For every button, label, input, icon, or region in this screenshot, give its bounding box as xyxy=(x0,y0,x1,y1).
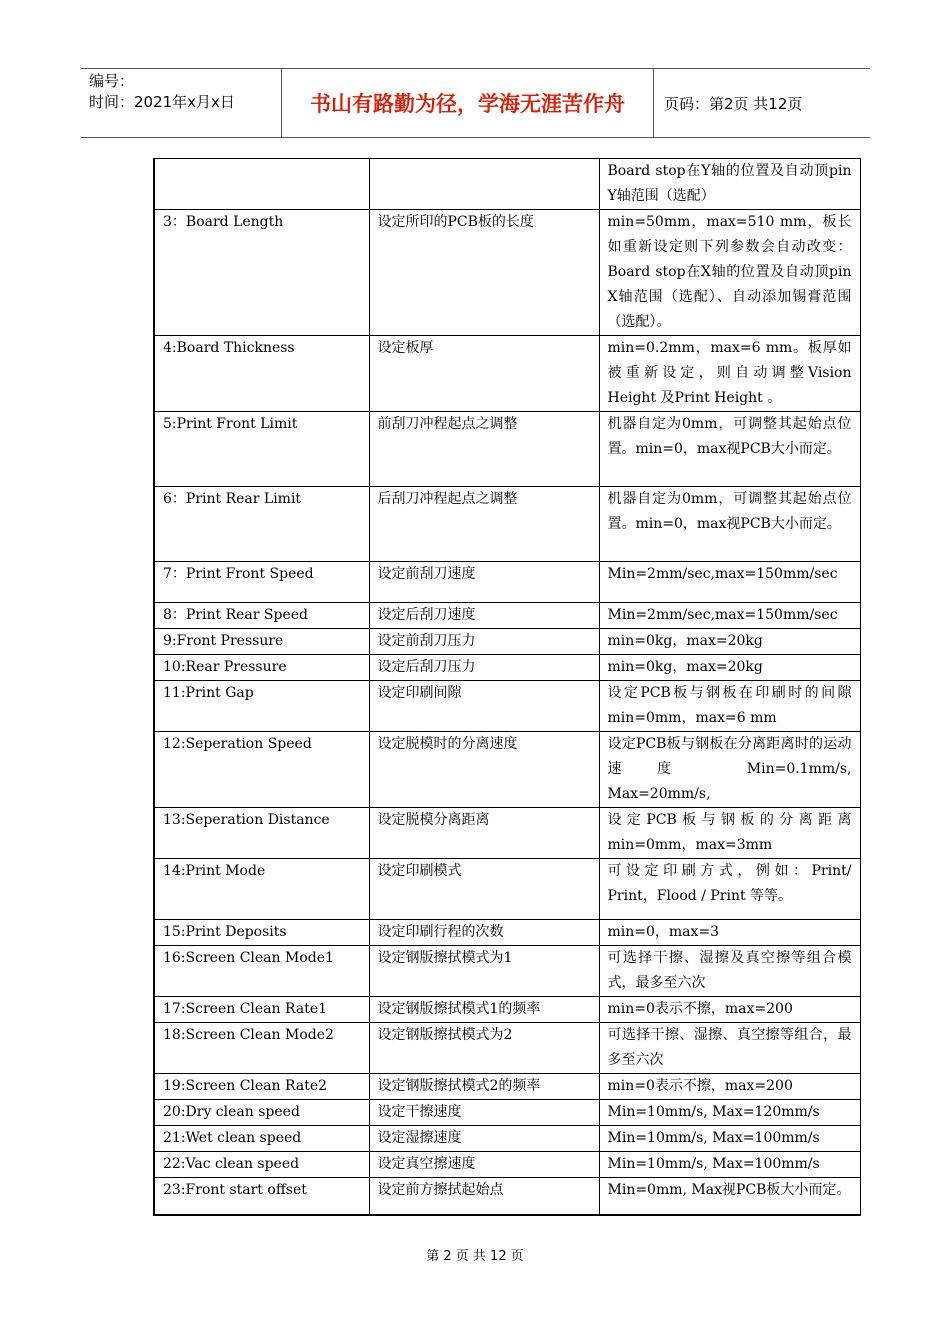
param-cell: 4:Board Thickness xyxy=(154,336,369,412)
description-cell: 设定钢版擦拭模式2的频率 xyxy=(369,1074,599,1100)
table-row xyxy=(154,946,860,997)
table-row xyxy=(154,412,860,487)
param-cell: 15:Print Deposits xyxy=(154,920,369,946)
description-cell: 设定后刮刀压力 xyxy=(369,655,599,681)
description-cell: 设定印刷间隙 xyxy=(369,681,599,732)
param-cell: 20:Dry clean speed xyxy=(154,1100,369,1126)
description-cell: 设定湿擦速度 xyxy=(369,1126,599,1152)
param-cell: 12:Seperation Speed xyxy=(154,732,369,808)
table-row xyxy=(154,487,860,562)
table-row xyxy=(154,997,860,1023)
range-cell: min=50mm，max=510 mm，板长如重新设定则下列参数会自动改变： Board stop在X轴的位置及自动顶pin X轴范围（选配）、自动添加锡膏范围（选配）。 xyxy=(599,210,860,336)
range-cell: Min=2mm/sec,max=150mm/sec xyxy=(599,562,860,603)
page-footer: 第 2 页 共 12 页 xyxy=(426,1249,524,1264)
description-cell: 设定脱模分离距离 xyxy=(369,808,599,859)
table-row xyxy=(154,629,860,655)
description-cell: 设定真空擦速度 xyxy=(369,1152,599,1178)
range-cell: 可选择干擦、湿擦、真空擦等组合，最多至六次 xyxy=(599,1023,860,1074)
range-cell: Min=10mm/s, Max=100mm/s xyxy=(599,1152,860,1178)
table-row xyxy=(154,159,860,210)
description-cell: 后刮刀冲程起点之调整 xyxy=(369,487,599,562)
description-cell: 设定前刮刀压力 xyxy=(369,629,599,655)
description-cell xyxy=(369,159,599,210)
range-cell: min=0，max=3 xyxy=(599,920,860,946)
param-cell: 10:Rear Pressure xyxy=(154,655,369,681)
range-cell: 设定PCB板与钢板在印刷时的间隙min=0mm，max=6 mm xyxy=(599,681,860,732)
range-cell: min=0kg，max=20kg xyxy=(599,655,860,681)
description-cell: 设定钢版擦拭模式1的频率 xyxy=(369,997,599,1023)
table-row xyxy=(154,1100,860,1126)
table-row xyxy=(154,1023,860,1074)
param-cell: 23:Front start offset xyxy=(154,1178,369,1215)
description-cell: 设定钢版擦拭模式为2 xyxy=(369,1023,599,1074)
param-cell: 17:Screen Clean Rate1 xyxy=(154,997,369,1023)
table-row xyxy=(154,1178,860,1215)
table-row xyxy=(154,655,860,681)
table-row xyxy=(154,603,860,629)
param-cell: 6：Print Rear Limit xyxy=(154,487,369,562)
document-number-label: 编号： xyxy=(89,72,135,90)
page-header xyxy=(81,68,870,138)
param-cell: 22:Vac clean speed xyxy=(154,1152,369,1178)
range-cell: 机器自定为0mm，可调整其起始点位置。min=0，max视PCB大小而定。 xyxy=(599,487,860,562)
param-cell: 11:Print Gap xyxy=(154,681,369,732)
range-cell: 机器自定为0mm，可调整其起始点位置。min=0，max视PCB大小而定。 xyxy=(599,412,860,487)
range-cell: 设定PCB板与钢板在分离距离时的运动速度 Min=0.1mm/s, Max=20mm/s, xyxy=(599,732,860,808)
header-page-number: 页码：第2页 共12页 xyxy=(664,94,803,113)
table-row xyxy=(154,859,860,920)
table-row xyxy=(154,681,860,732)
param-cell: 14:Print Mode xyxy=(154,859,369,920)
description-cell: 设定所印的PCB板的长度 xyxy=(369,210,599,336)
table-row xyxy=(154,732,860,808)
param-cell: 13:Seperation Distance xyxy=(154,808,369,859)
description-cell: 设定板厚 xyxy=(369,336,599,412)
header-meta xyxy=(81,69,282,137)
range-cell: Board stop在Y轴的位置及自动顶pin Y轴范围（选配） xyxy=(599,159,860,210)
table-row xyxy=(154,336,860,412)
param-cell: 16:Screen Clean Mode1 xyxy=(154,946,369,997)
table-row xyxy=(154,920,860,946)
param-cell: 7：Print Front Speed xyxy=(154,562,369,603)
document-date-label: 时间：2021年x月x日 xyxy=(89,93,235,111)
param-cell: 19:Screen Clean Rate2 xyxy=(154,1074,369,1100)
range-cell: Min=2mm/sec,max=150mm/sec xyxy=(599,603,860,629)
range-cell: 设定PCB板与钢板的分离距离min=0mm，max=3mm xyxy=(599,808,860,859)
description-cell: 设定前方擦拭起始点 xyxy=(369,1178,599,1215)
range-cell: 可选择干擦、湿擦及真空擦等组合模式，最多至六次 xyxy=(599,946,860,997)
range-cell: Min=10mm/s, Max=100mm/s xyxy=(599,1126,860,1152)
range-cell: min=0表示不擦，max=200 xyxy=(599,997,860,1023)
range-cell: Min=0mm, Max视PCB板大小而定。 xyxy=(599,1178,860,1215)
table-row xyxy=(154,1126,860,1152)
table-row xyxy=(154,210,860,336)
param-cell: 18:Screen Clean Mode2 xyxy=(154,1023,369,1074)
range-cell: Min=10mm/s, Max=120mm/s xyxy=(599,1100,860,1126)
description-cell: 设定钢版擦拭模式为1 xyxy=(369,946,599,997)
description-cell: 前刮刀冲程起点之调整 xyxy=(369,412,599,487)
range-cell: min=0.2mm，max=6 mm。板厚如被重新设定，则自动调整Vision Height 及Print Height 。 xyxy=(599,336,860,412)
description-cell: 设定脱模时的分离速度 xyxy=(369,732,599,808)
description-cell: 设定印刷模式 xyxy=(369,859,599,920)
param-cell: 9:Front Pressure xyxy=(154,629,369,655)
param-cell: 21:Wet clean speed xyxy=(154,1126,369,1152)
table-row xyxy=(154,808,860,859)
parameter-table-body xyxy=(154,159,860,1215)
range-cell: min=0表示不擦，max=200 xyxy=(599,1074,860,1100)
range-cell: 可设定印刷方式，例如：Print/ Print，Flood / Print 等等。 xyxy=(599,859,860,920)
description-cell: 设定干擦速度 xyxy=(369,1100,599,1126)
param-cell: 8：Print Rear Speed xyxy=(154,603,369,629)
parameter-table xyxy=(153,158,861,1216)
header-slogan: 书山有路勤为径，学海无涯苦作舟 xyxy=(282,69,654,137)
description-cell: 设定印刷行程的次数 xyxy=(369,920,599,946)
table-row xyxy=(154,1074,860,1100)
table-row xyxy=(154,1152,860,1178)
description-cell: 设定后刮刀速度 xyxy=(369,603,599,629)
description-cell: 设定前刮刀速度 xyxy=(369,562,599,603)
param-cell: 3：Board Length xyxy=(154,210,369,336)
range-cell: min=0kg，max=20kg xyxy=(599,629,860,655)
param-cell xyxy=(154,159,369,210)
param-cell: 5:Print Front Limit xyxy=(154,412,369,487)
table-row xyxy=(154,562,860,603)
